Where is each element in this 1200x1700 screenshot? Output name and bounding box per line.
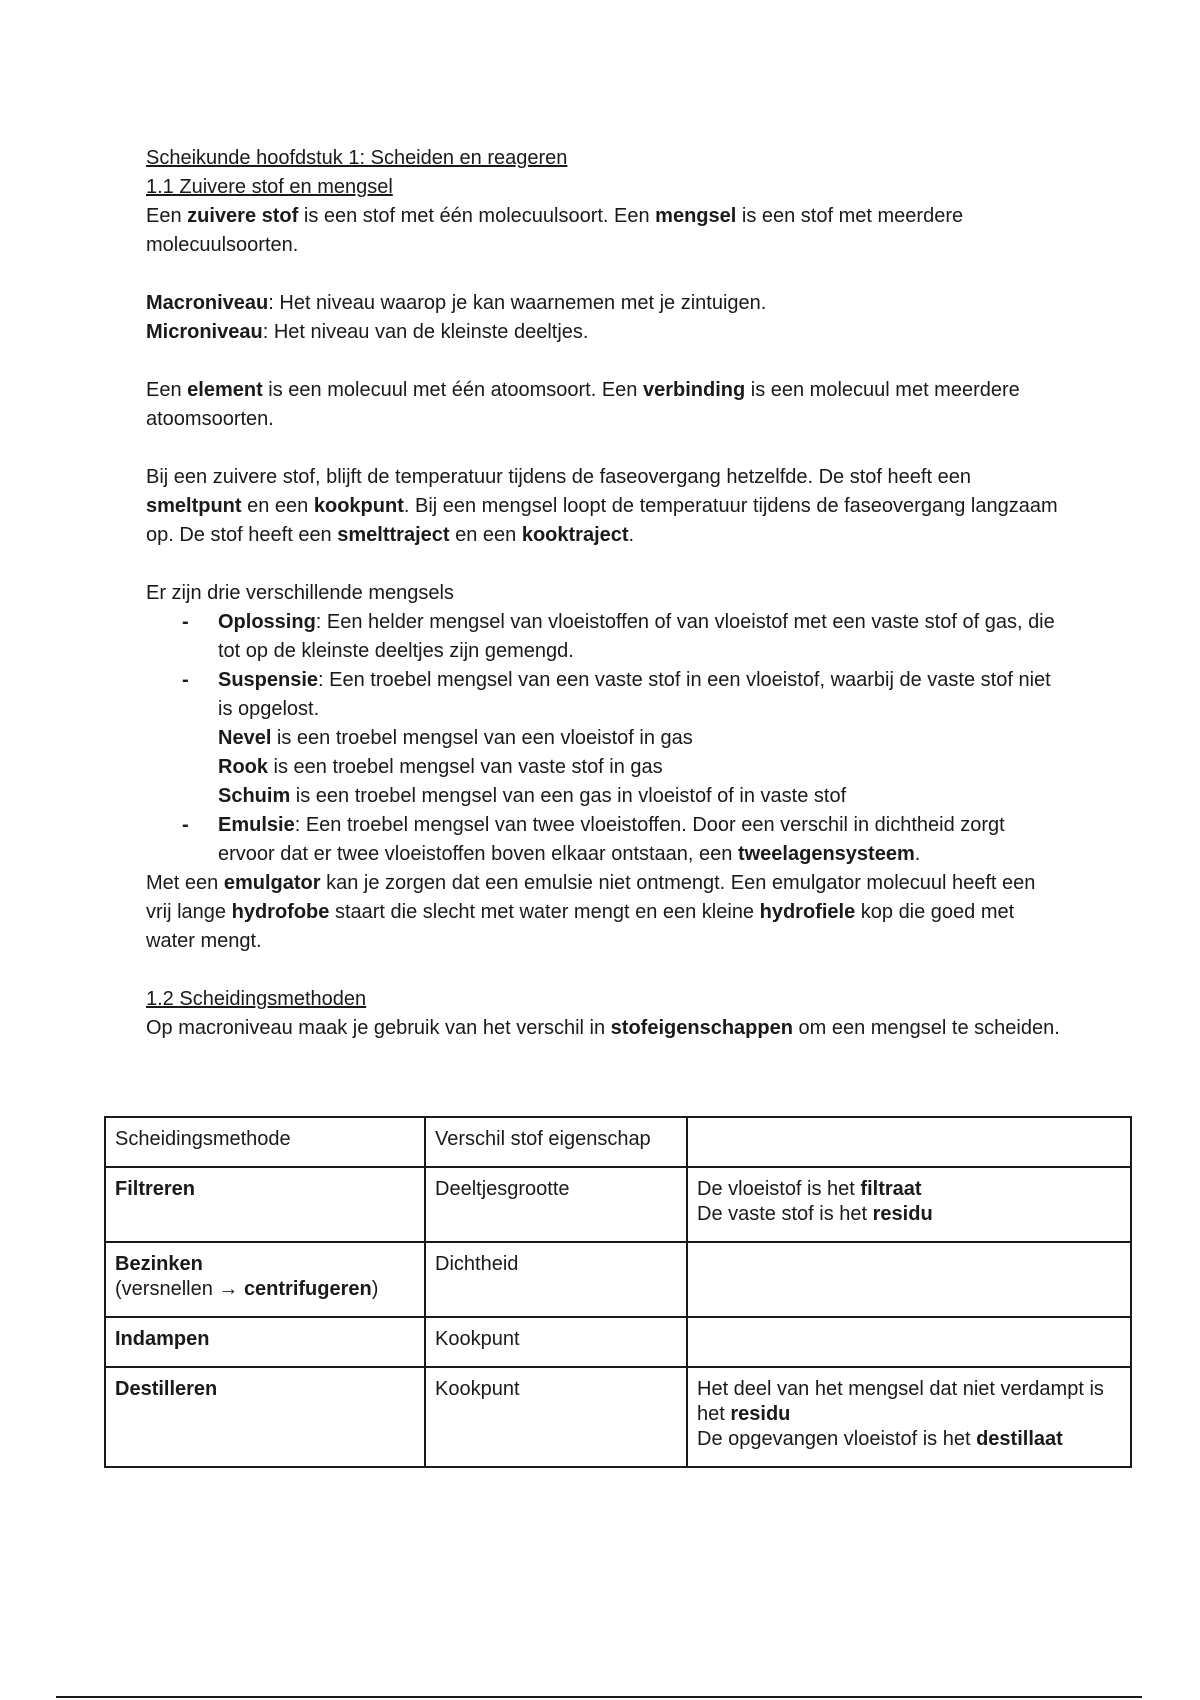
method-cell: Filtreren xyxy=(105,1167,425,1242)
paragraph-pure-substance: Een zuivere stof is een stof met één molecuulsoort. Een mengsel is een stof met meerdere molecuulsoorten. xyxy=(146,205,964,256)
method-cell: Destilleren xyxy=(105,1367,425,1467)
property-cell: Kookpunt xyxy=(425,1317,687,1367)
property-cell: Deeltjesgrootte xyxy=(425,1167,687,1242)
property-cell: Kookpunt xyxy=(425,1367,687,1467)
paragraph-scheidingsmethoden: Op macroniveau maak je gebruik van het verschil in stofeigenschappen om een mengsel te scheiden. xyxy=(146,1017,1060,1039)
table-row xyxy=(105,1242,1131,1317)
method-cell: Indampen xyxy=(105,1317,425,1367)
notes-cell xyxy=(687,1317,1131,1367)
page-bottom-rule xyxy=(56,1696,1142,1698)
sub-item-schuim: Schuim is een troebel mengsel van een gas in vloeistof of in vaste stof xyxy=(218,785,847,807)
notes-cell: Het deel van het mengsel dat niet verdampt is het residu De opgevangen vloeistof is het destillaat xyxy=(687,1367,1131,1467)
mixtures-list xyxy=(146,608,1066,869)
document-title: Scheikunde hoofdstuk 1: Scheiden en reageren xyxy=(146,147,568,169)
separation-methods-table xyxy=(104,1116,1132,1468)
sub-item-rook: Rook is een troebel mengsel van vaste stof in gas xyxy=(218,756,663,778)
header-cell: Verschil stof eigenschap xyxy=(425,1117,687,1167)
table-row xyxy=(105,1367,1131,1467)
section-heading-1-1: 1.1 Zuivere stof en mengsel xyxy=(146,176,393,198)
mixtures-intro: Er zijn drie verschillende mengsels xyxy=(146,582,454,604)
method-cell: Bezinken (versnellen → centrifugeren) xyxy=(105,1242,425,1317)
definition-microniveau: Microniveau: Het niveau van de kleinste deeltjes. xyxy=(146,321,589,343)
table-row xyxy=(105,1167,1131,1242)
paragraph-element: Een element is een molecuul met één atoomsoort. Een verbinding is een molecuul met meerdere atoomsoorten. xyxy=(146,379,1020,430)
header-cell xyxy=(687,1117,1131,1167)
paragraph-emulgator: Met een emulgator kan je zorgen dat een emulsie niet ontmengt. Een emulgator molecuul heeft een vrij lange hydrofobe staart die slecht met water mengt en een kleine hydrofiele kop die goed met water mengt. xyxy=(146,872,1036,952)
notes-body xyxy=(146,144,1066,1043)
section-heading-1-2: 1.2 Scheidingsmethoden xyxy=(146,988,367,1010)
header-cell: Scheidingsmethode xyxy=(105,1117,425,1167)
definition-macroniveau: Macroniveau: Het niveau waarop je kan waarnemen met je zintuigen. xyxy=(146,292,767,314)
sub-item-nevel: Nevel is een troebel mengsel van een vloeistof in gas xyxy=(218,727,693,749)
paragraph-temperature: Bij een zuivere stof, blijft de temperatuur tijdens de faseovergang hetzelfde. De stof heeft een smeltpunt en een kookpunt. Bij een mengsel loopt de temperatuur tijdens de faseovergang langzaam op. De stof heeft een smelttraject en een kooktraject. xyxy=(146,466,1058,546)
list-item-suspensie: - Suspensie: Een troebel mengsel van een vaste stof in een vloeistof, waarbij de vaste stof niet is opgelost. xyxy=(182,669,1051,720)
table-row xyxy=(105,1317,1131,1367)
list-item-emulsie: - Emulsie: Een troebel mengsel van twee vloeistoffen. Door een verschil in dichtheid zorgt ervoor dat er twee vloeistoffen boven elkaar ontstaan, een tweelagensysteem. xyxy=(182,814,1005,865)
notes-cell xyxy=(687,1242,1131,1317)
list-item-oplossing: - Oplossing: Een helder mengsel van vloeistoffen of van vloeistof met een vaste stof of gas, die tot op de kleinste deeltjes zijn gemengd. xyxy=(182,611,1055,662)
notes-cell: De vloeistof is het filtraat De vaste stof is het residu xyxy=(687,1167,1131,1242)
property-cell: Dichtheid xyxy=(425,1242,687,1317)
table-header-row xyxy=(105,1117,1131,1167)
